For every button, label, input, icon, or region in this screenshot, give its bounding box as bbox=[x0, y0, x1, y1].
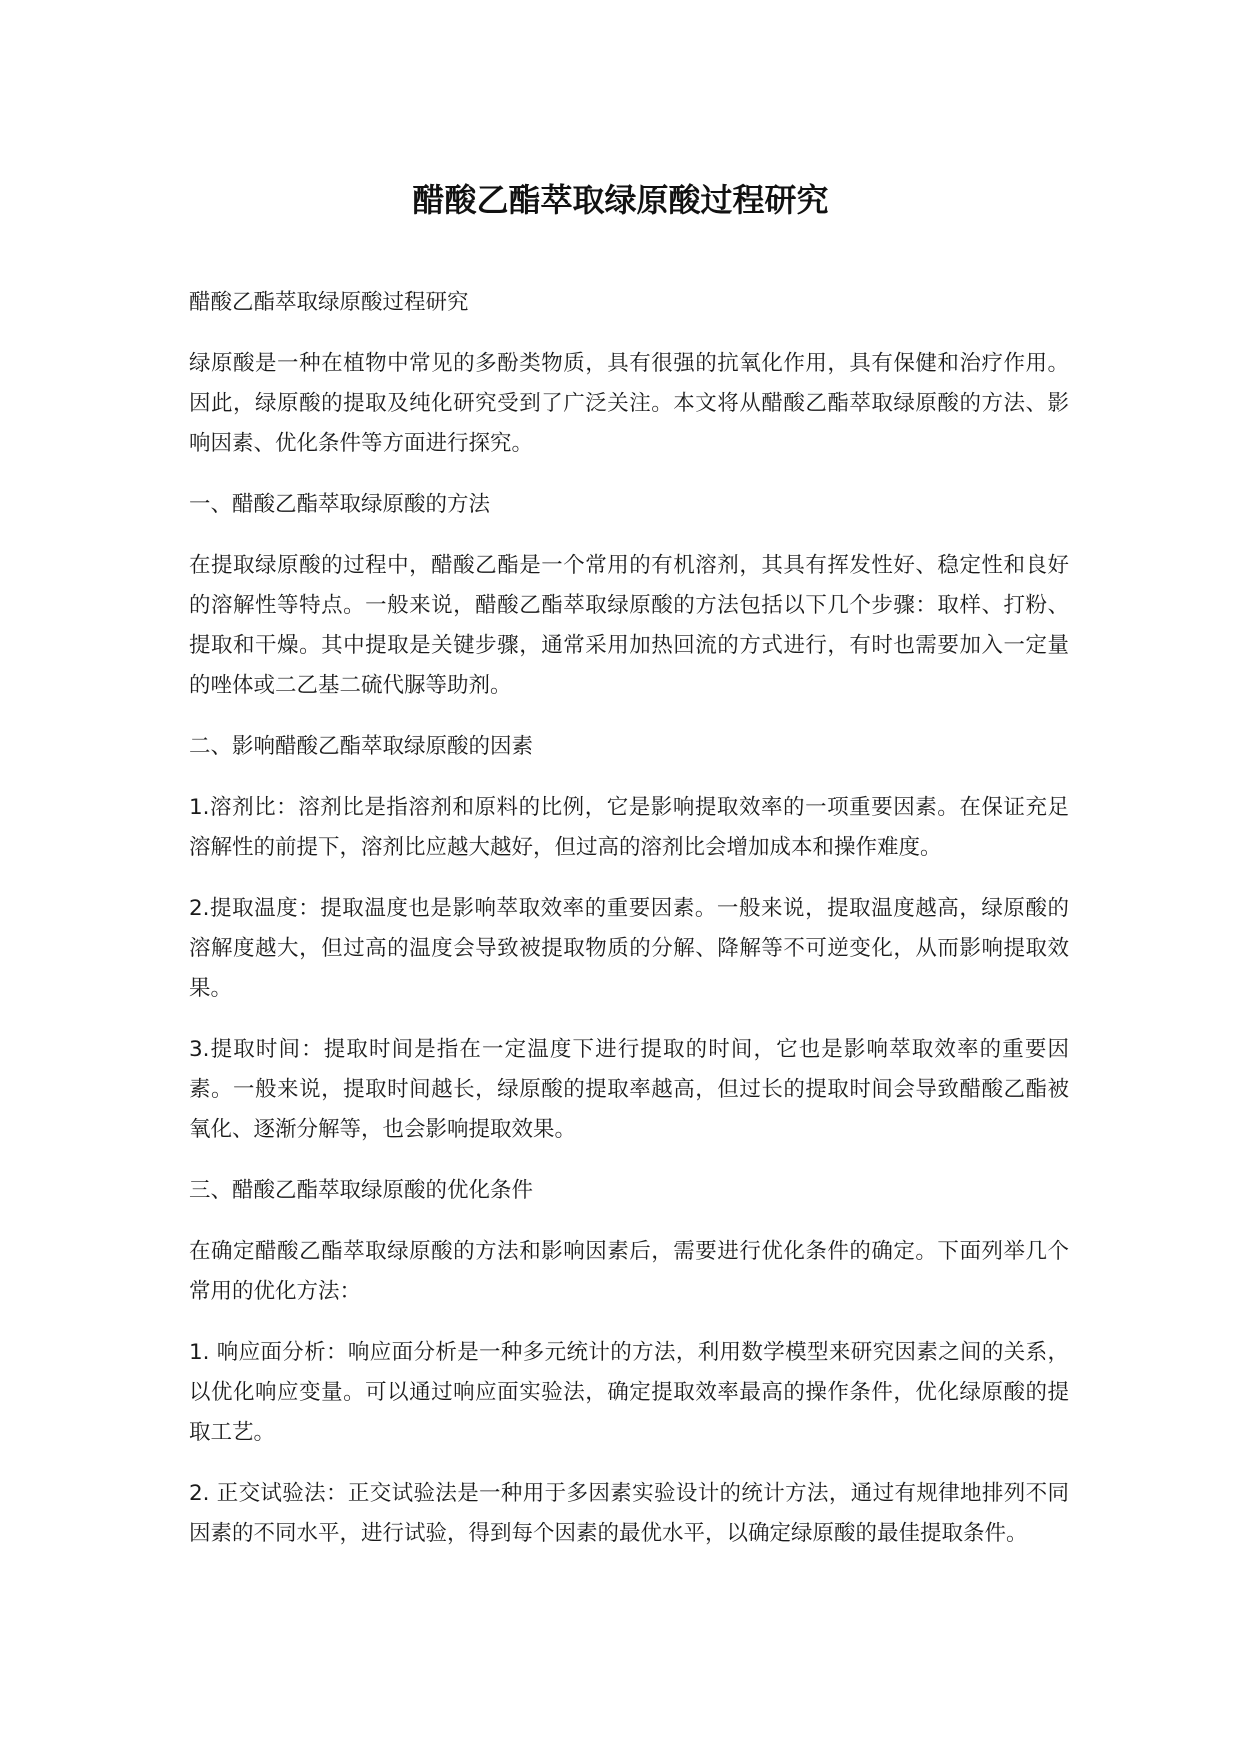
factor-temperature-paragraph: 2.提取温度：提取温度也是影响萃取效率的重要因素。一般来说，提取温度越高，绿原酸的溶解度越大，但过高的温度会导致被提取物质的分解、降解等不可逆变化，从而影响提取效果。 bbox=[189, 896, 1069, 1001]
orthogonal-test-paragraph: 2. 正交试验法：正交试验法是一种用于多因素实验设计的统计方法，通过有规律地排列不同因素的不同水平，进行试验，得到每个因素的最优水平，以确定绿原酸的最佳提取条件。 bbox=[189, 1481, 1069, 1546]
response-surface-paragraph: 1. 响应面分析：响应面分析是一种多元统计的方法，利用数学模型来研究因素之间的关系，以优化响应变量。可以通过响应面实验法，确定提取效率最高的操作条件，优化绿原酸的提取工艺。 bbox=[189, 1340, 1069, 1445]
factor-solvent-ratio-paragraph: 1.溶剂比：溶剂比是指溶剂和原料的比例，它是影响提取效率的一项重要因素。在保证充足溶解性的前提下，溶剂比应越大越好，但过高的溶剂比会增加成本和操作难度。 bbox=[189, 795, 1069, 860]
method-paragraph: 在提取绿原酸的过程中，醋酸乙酯是一个常用的有机溶剂，其具有挥发性好、稳定性和良好的溶解性等特点。一般来说，醋酸乙酯萃取绿原酸的方法包括以下几个步骤：取样、打粉、提取和干燥。其中提取是关键步骤，通常采用加热回流的方式进行，有时也需要加入一定量的唑体或二乙基二硫代脲等助剂。 bbox=[189, 553, 1069, 698]
intro-paragraph: 绿原酸是一种在植物中常见的多酚类物质，具有很强的抗氧化作用，具有保健和治疗作用。因此，绿原酸的提取及纯化研究受到了广泛关注。本文将从醋酸乙酯萃取绿原酸的方法、影响因素、优化条件等方面进行探究。 bbox=[189, 351, 1069, 456]
optimization-intro-paragraph: 在确定醋酸乙酯萃取绿原酸的方法和影响因素后，需要进行优化条件的确定。下面列举几个常用的优化方法： bbox=[189, 1239, 1069, 1304]
section-heading-2: 二、影响醋酸乙酯萃取绿原酸的因素 bbox=[189, 734, 534, 759]
section-heading-1: 一、醋酸乙酯萃取绿原酸的方法 bbox=[189, 492, 491, 517]
factor-time-paragraph: 3.提取时间：提取时间是指在一定温度下进行提取的时间，它也是影响萃取效率的重要因素。一般来说，提取时间越长，绿原酸的提取率越高，但过长的提取时间会导致醋酸乙酯被氧化、逐渐分解等，也会影响提取效果。 bbox=[189, 1037, 1069, 1142]
document-body bbox=[189, 283, 1069, 1575]
section-heading-3: 三、醋酸乙酯萃取绿原酸的优化条件 bbox=[189, 1178, 534, 1203]
document-title: 醋酸乙酯萃取绿原酸过程研究 bbox=[412, 181, 829, 219]
subtitle-paragraph: 醋酸乙酯萃取绿原酸过程研究 bbox=[189, 290, 469, 315]
